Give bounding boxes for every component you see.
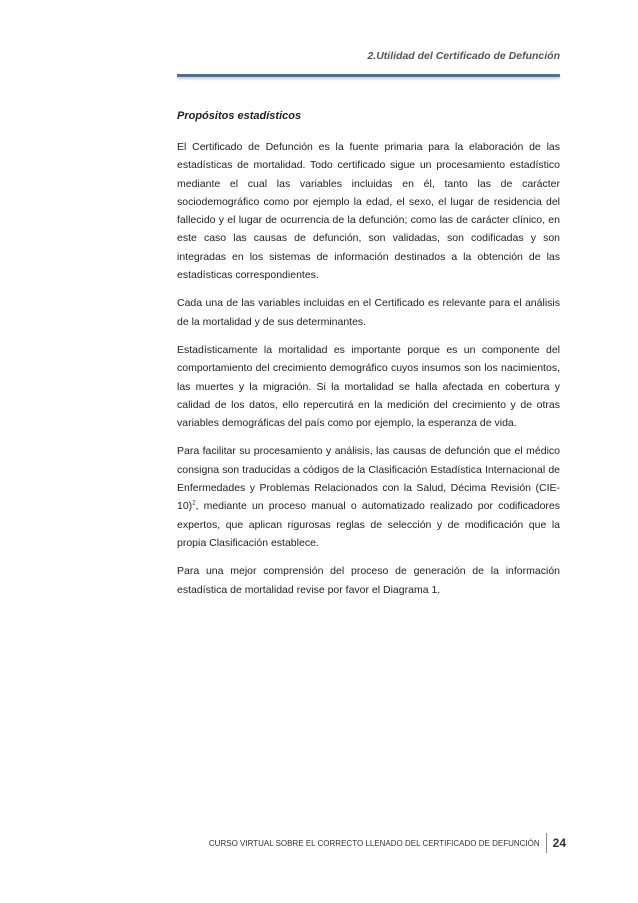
page-content (177, 108, 560, 609)
header-rule (177, 74, 560, 77)
paragraph-2: Cada una de las variables incluidas en el Certificado es relevante para el análisis de la mortalidad y de sus determinantes. (177, 297, 560, 328)
paragraph-4 (177, 442, 560, 552)
footer-separator (546, 833, 547, 853)
running-header: 2.Utilidad del Certificado de Defunción (367, 50, 560, 62)
paragraph-3: Estadísticamente la mortalidad es importante porque es un componente del comportamiento del crecimiento demográfico cuyos insumos son los nacimientos, las muertes y la migración. Si la mortalidad se halla afectada en cobertura y calidad de los datos, ello repercutirá en la medición del crecimiento y de otras variables demográficas del país como por ejemplo, la esperanza de vida. (177, 343, 560, 430)
paragraph-4-after: , mediante un proceso manual o automatizado realizado por codificadores expertos, que aplican rigurosas reglas de selección y de modificación que la propia Clasificación establece. (177, 500, 560, 549)
footnote-marker: 2 (192, 500, 196, 507)
paragraph-4-before: Para facilitar su procesamiento y análisis, las causas de defunción que el médico consigna son traducidas a códigos de la Clasificación Estadística Internacional de Enfermedades y Problemas Relacionados con la Salud, Décima Revisión (CIE-10) (177, 445, 560, 513)
footer-course-title: CURSO VIRTUAL SOBRE EL CORRECTO LLENADO DEL CERTIFICADO DE DEFUNCIÓN (208, 838, 540, 848)
section-title: Propósitos estadísticos (177, 110, 302, 122)
page-footer (206, 832, 566, 854)
paragraph-5: Para una mejor comprensión del proceso de generación de la información estadística de mortalidad revise por favor el Diagrama 1. (177, 565, 560, 596)
page-number: 24 (552, 836, 566, 850)
paragraph-1: El Certificado de Defunción es la fuente primaria para la elaboración de las estadísticas de mortalidad. Todo certificado sigue un procesamiento estadístico mediante el cual las variables incluidas en él, tanto las de carácter sociodemográfico como por ejemplo la edad, el sexo, el lugar de residencia del fallecido y el lugar de ocurrencia de la defunción; como las de carácter clínico, en este caso las causas de defunción, son validadas, son codificadas y son integradas en los sistemas de información destinados a la obtención de las estadísticas correspondientes. (177, 141, 560, 282)
